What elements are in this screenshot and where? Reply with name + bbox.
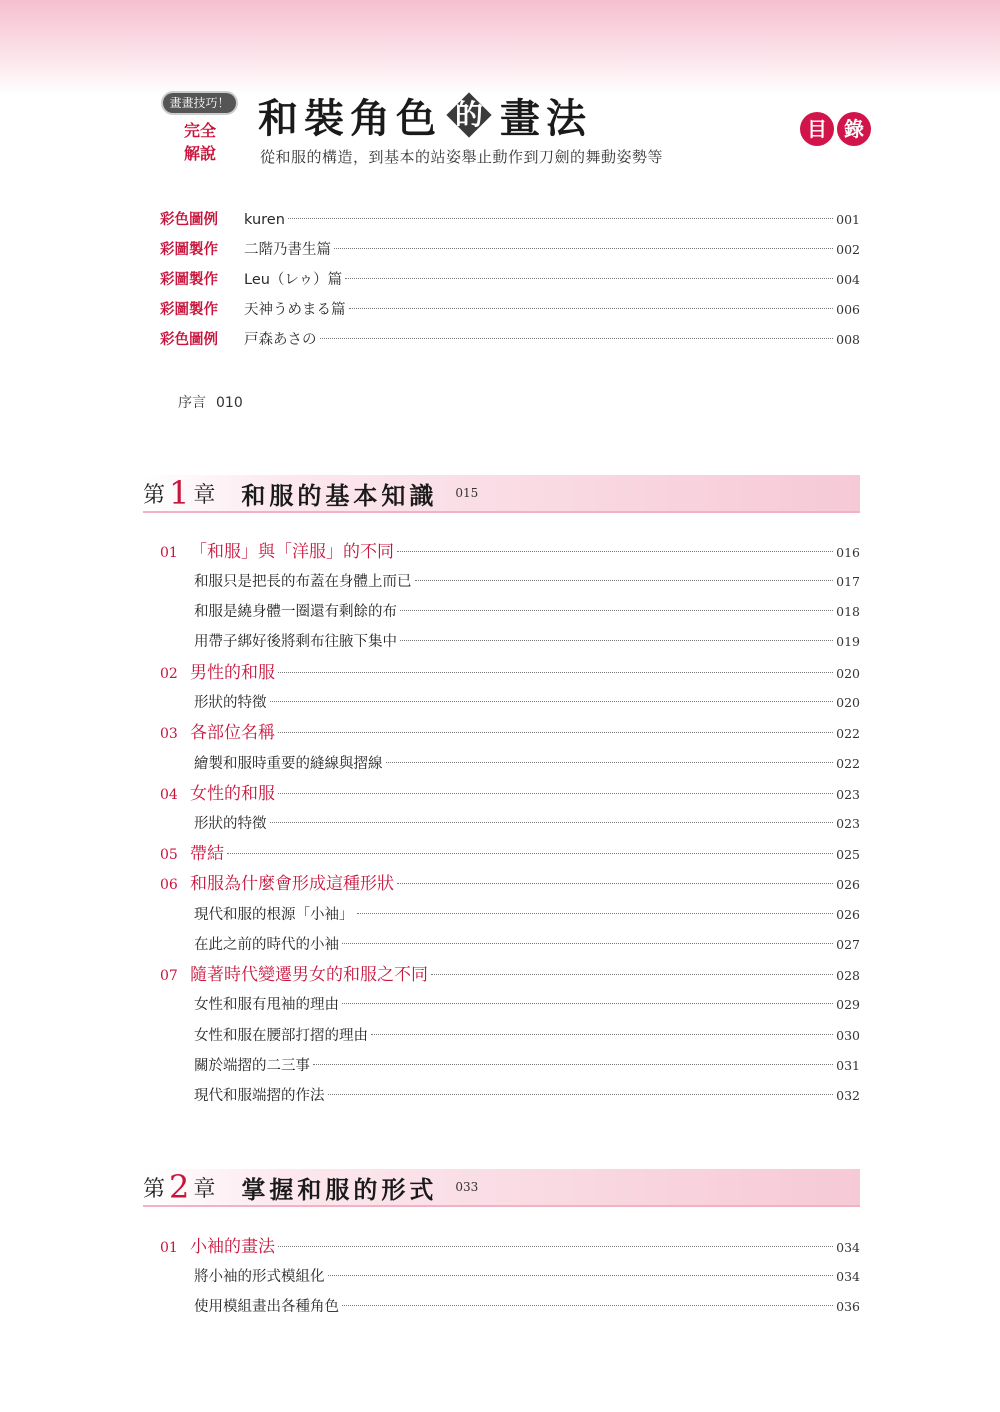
gallery-entry-title: 天神うめまる篇 bbox=[244, 302, 346, 318]
book-title-highlight: 的 bbox=[454, 98, 483, 131]
leader-dots bbox=[345, 278, 833, 279]
preface-page: 010 bbox=[216, 395, 243, 411]
chapter-title: 掌握和服的形式 bbox=[241, 1174, 438, 1204]
toc-subentry[interactable] bbox=[160, 752, 860, 776]
leader-dots bbox=[371, 1034, 833, 1035]
book-title-part1: 和裝角色 bbox=[258, 94, 442, 142]
section-title: 隨著時代變遷男女的和服之不同 bbox=[190, 965, 428, 985]
chapter-number: 2 bbox=[169, 1168, 190, 1206]
section-number: 06 bbox=[160, 877, 178, 893]
gallery-entry-title: 二階乃書生篇 bbox=[244, 242, 331, 258]
section-number: 01 bbox=[160, 545, 178, 561]
toc-section-entry[interactable] bbox=[160, 872, 860, 896]
entry-page: 031 bbox=[836, 1058, 860, 1073]
section-number: 07 bbox=[160, 968, 178, 984]
entry-page: 018 bbox=[836, 604, 860, 619]
chapter-suffix: 章 bbox=[193, 482, 216, 508]
leader-dots bbox=[270, 822, 834, 823]
entry-page: 020 bbox=[836, 695, 860, 710]
leader-dots bbox=[342, 1003, 833, 1004]
toc-subentry[interactable] bbox=[160, 1024, 860, 1048]
leader-dots bbox=[320, 338, 834, 339]
section-title: 小袖的畫法 bbox=[190, 1237, 275, 1257]
gallery-entry-title: 戸森あさの bbox=[244, 332, 317, 348]
gallery-entry-page: 006 bbox=[836, 302, 860, 317]
chapter-2-heading[interactable] bbox=[143, 1169, 860, 1207]
section-number: 05 bbox=[160, 847, 178, 863]
book-title-part2: 畫法 bbox=[500, 94, 592, 142]
gallery-entry[interactable] bbox=[160, 268, 860, 292]
leader-dots bbox=[278, 672, 833, 673]
preface-label: 序言 bbox=[178, 395, 206, 411]
toc-subentry[interactable] bbox=[160, 1265, 860, 1289]
subentry-title: 和服只是把長的布蓋在身體上而已 bbox=[194, 574, 412, 590]
leader-dots bbox=[342, 1305, 833, 1306]
chapter-suffix: 章 bbox=[193, 1176, 216, 1202]
gallery-entry-label: 彩色圖例 bbox=[160, 332, 218, 348]
leader-dots bbox=[415, 580, 834, 581]
gallery-entry[interactable] bbox=[160, 238, 860, 262]
entry-page: 027 bbox=[836, 937, 860, 952]
toc-section-entry[interactable] bbox=[160, 721, 860, 745]
gallery-entry-page: 001 bbox=[836, 212, 860, 227]
entry-page: 020 bbox=[836, 666, 860, 681]
leader-dots bbox=[397, 883, 833, 884]
leader-dots bbox=[386, 762, 834, 763]
entry-page: 034 bbox=[836, 1269, 860, 1284]
entry-page: 022 bbox=[836, 756, 860, 771]
toc-subentry[interactable] bbox=[160, 691, 860, 715]
entry-page: 028 bbox=[836, 968, 860, 983]
gallery-entry-page: 002 bbox=[836, 242, 860, 257]
section-number: 03 bbox=[160, 726, 178, 742]
subentry-title: 使用模組畫出各種角色 bbox=[194, 1299, 339, 1315]
gallery-entry-page: 008 bbox=[836, 332, 860, 347]
toc-subentry[interactable] bbox=[160, 1084, 860, 1108]
toc-subentry[interactable] bbox=[160, 812, 860, 836]
subentry-title: 用帶子綁好後將剩布往腋下集中 bbox=[194, 634, 397, 650]
gallery-entry-title: Leu（レゥ）篇 bbox=[244, 272, 343, 288]
top-gradient-band bbox=[0, 0, 1000, 95]
subentry-title: 女性和服在腰部打摺的理由 bbox=[194, 1028, 368, 1044]
preface-entry[interactable] bbox=[178, 392, 253, 412]
toc-section-entry[interactable] bbox=[160, 540, 860, 564]
section-title: 男性的和服 bbox=[190, 663, 275, 683]
entry-page: 023 bbox=[836, 787, 860, 802]
gallery-entry-page: 004 bbox=[836, 272, 860, 287]
section-title: 女性的和服 bbox=[190, 784, 275, 804]
gallery-entry-label: 彩圖製作 bbox=[160, 242, 218, 258]
leader-dots bbox=[400, 610, 833, 611]
toc-badge-1: 目 bbox=[800, 112, 834, 146]
subentry-title: 形狀的特徵 bbox=[194, 695, 267, 711]
chapter-title: 和服的基本知識 bbox=[241, 480, 438, 510]
section-title: 各部位名稱 bbox=[190, 723, 275, 743]
leader-dots bbox=[328, 1094, 834, 1095]
leader-dots bbox=[278, 793, 833, 794]
toc-subentry[interactable] bbox=[160, 933, 860, 957]
chapter-prefix: 第 bbox=[143, 1176, 166, 1202]
entry-page: 022 bbox=[836, 726, 860, 741]
subentry-title: 將小袖的形式模組化 bbox=[194, 1269, 325, 1285]
gallery-entry-title: kuren bbox=[244, 212, 285, 228]
toc-subentry[interactable] bbox=[160, 993, 860, 1017]
section-title: 帶結 bbox=[190, 844, 224, 864]
book-subtitle: 從和服的構造，到基本的站姿舉止動作到刀劍的舞動姿勢等 bbox=[260, 148, 664, 166]
book-title bbox=[258, 88, 592, 142]
leader-dots bbox=[349, 308, 834, 309]
chapter-prefix: 第 bbox=[143, 482, 166, 508]
leader-dots bbox=[227, 853, 833, 854]
entry-page: 016 bbox=[836, 545, 860, 560]
entry-page: 036 bbox=[836, 1299, 860, 1314]
toc-section-entry[interactable] bbox=[160, 963, 860, 987]
leader-dots bbox=[278, 1246, 833, 1247]
subentry-title: 關於端摺的二三事 bbox=[194, 1058, 310, 1074]
gallery-entry-label: 彩圖製作 bbox=[160, 272, 218, 288]
toc-subentry[interactable] bbox=[160, 1295, 860, 1319]
entry-page: 023 bbox=[836, 816, 860, 831]
gallery-entry-label: 彩色圖例 bbox=[160, 212, 218, 228]
leader-dots bbox=[278, 732, 833, 733]
toc-subentry[interactable] bbox=[160, 600, 860, 624]
subentry-title: 現代和服端摺的作法 bbox=[194, 1088, 325, 1104]
section-number: 04 bbox=[160, 787, 178, 803]
toc-section-entry[interactable] bbox=[160, 1235, 860, 1259]
gallery-entry[interactable] bbox=[160, 208, 860, 232]
entry-page: 019 bbox=[836, 634, 860, 649]
entry-page: 030 bbox=[836, 1028, 860, 1043]
subentry-title: 形狀的特徵 bbox=[194, 816, 267, 832]
toc-subentry[interactable] bbox=[160, 903, 860, 927]
gallery-entry-label: 彩圖製作 bbox=[160, 302, 218, 318]
section-number: 02 bbox=[160, 666, 178, 682]
series-label-line1: 完全 bbox=[183, 121, 216, 140]
entry-page: 026 bbox=[836, 907, 860, 922]
leader-dots bbox=[357, 913, 834, 914]
section-title: 和服為什麼會形成這種形狀 bbox=[190, 874, 394, 894]
subentry-title: 在此之前的時代的小袖 bbox=[194, 937, 339, 953]
toc-heading bbox=[800, 112, 874, 146]
gallery-entry[interactable] bbox=[160, 298, 860, 322]
leader-dots bbox=[313, 1064, 833, 1065]
subentry-title: 現代和服的根源「小袖」 bbox=[194, 907, 354, 923]
subentry-title: 和服是繞身體一圈還有剩餘的布 bbox=[194, 604, 397, 620]
chapter-number: 1 bbox=[169, 474, 190, 512]
entry-page: 029 bbox=[836, 997, 860, 1012]
toc-section-entry[interactable] bbox=[160, 842, 860, 866]
leader-dots bbox=[400, 640, 833, 641]
toc-subentry[interactable] bbox=[160, 570, 860, 594]
subentry-title: 繪製和服時重要的縫線與摺線 bbox=[194, 756, 383, 772]
leader-dots bbox=[328, 1275, 834, 1276]
title-diamond-mark bbox=[446, 92, 492, 138]
toc-badge-2: 錄 bbox=[837, 112, 871, 146]
gallery-entry[interactable] bbox=[160, 328, 860, 352]
leader-dots bbox=[270, 701, 834, 702]
entry-page: 017 bbox=[836, 574, 860, 589]
leader-dots bbox=[288, 218, 833, 219]
leader-dots bbox=[397, 551, 833, 552]
chapter-page: 033 bbox=[455, 1180, 479, 1194]
leader-dots bbox=[334, 248, 833, 249]
entry-page: 032 bbox=[836, 1088, 860, 1103]
leader-dots bbox=[431, 974, 833, 975]
toc-subentry[interactable] bbox=[160, 630, 860, 654]
toc-section-entry[interactable] bbox=[160, 661, 860, 685]
series-badge: 畫畫技巧！ bbox=[163, 93, 236, 113]
series-label-line2: 解說 bbox=[183, 144, 216, 163]
section-title: 「和服」與「洋服」的不同 bbox=[190, 542, 394, 562]
section-number: 01 bbox=[160, 1240, 178, 1256]
entry-page: 025 bbox=[836, 847, 860, 862]
entry-page: 026 bbox=[836, 877, 860, 892]
subentry-title: 女性和服有甩袖的理由 bbox=[194, 997, 339, 1013]
chapter-page: 015 bbox=[455, 486, 479, 500]
chapter-1-heading[interactable] bbox=[143, 475, 860, 513]
entry-page: 034 bbox=[836, 1240, 860, 1255]
toc-section-entry[interactable] bbox=[160, 782, 860, 806]
leader-dots bbox=[342, 943, 833, 944]
toc-subentry[interactable] bbox=[160, 1054, 860, 1078]
